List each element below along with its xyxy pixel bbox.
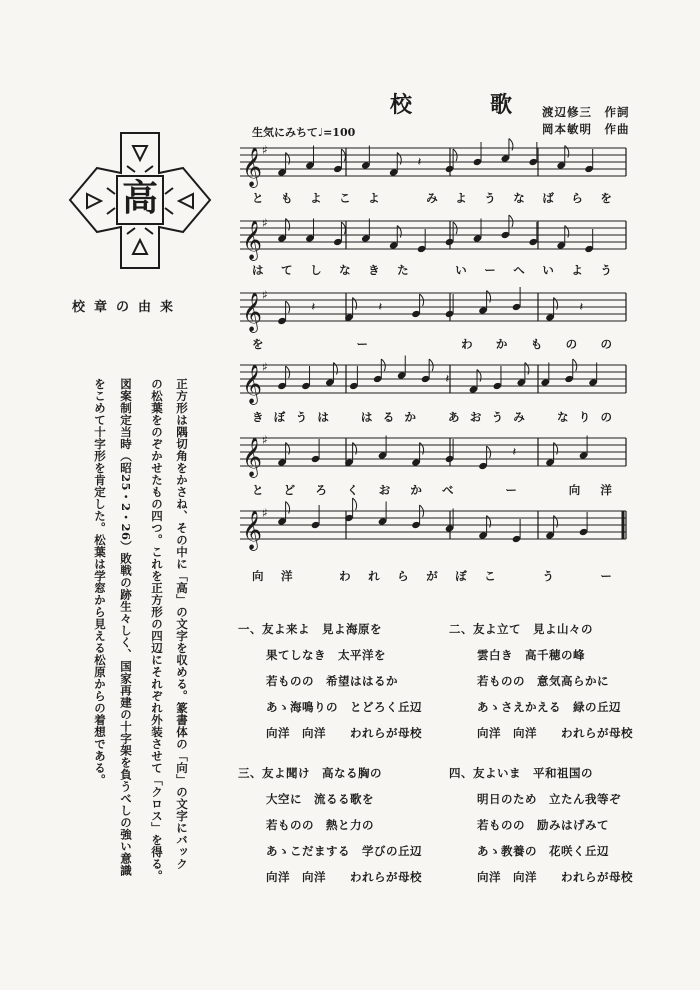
lyric-syllable [426, 336, 438, 352]
lyric-syllable: れ [368, 569, 380, 583]
lyric-syllable: わ [461, 337, 473, 351]
lyric-syllable: く [347, 483, 359, 497]
music-staff [238, 430, 628, 480]
emblem-character: 高 [121, 177, 159, 219]
verse-line: 若ものの 意気高らかに [477, 674, 609, 688]
rest-icon: 𝄽 [378, 299, 383, 314]
note-flag [565, 226, 569, 238]
lyric-syllable: う [542, 569, 554, 583]
lyric-syllable: も [530, 337, 543, 351]
rest-icon: 𝄽 [445, 371, 450, 386]
lyric-syllable: の [565, 337, 578, 351]
lyric-row-5 [252, 482, 612, 498]
lyric-syllable: か [404, 410, 416, 424]
lyric-syllable [426, 262, 438, 278]
lyric-syllable: が [426, 569, 438, 583]
verse-line: 若ものの 励みはげみて [477, 818, 609, 832]
lyric-syllable: ろ [315, 483, 327, 497]
lyric-syllable: ー [356, 337, 369, 351]
school-emblem-icon [65, 128, 215, 273]
note-flag [353, 443, 357, 455]
lyric-syllable [397, 190, 409, 206]
emblem-caption: 校章の由来 [72, 300, 183, 315]
verse-line: 雲白き 高千穂の峰 [477, 648, 585, 662]
lyric-syllable [537, 482, 549, 498]
lyric-syllable: き [368, 263, 380, 277]
note-flag [477, 370, 481, 382]
lyric-syllable: 洋 [600, 483, 612, 497]
lyric-syllable: ど [283, 483, 296, 497]
verse-2 [449, 616, 633, 746]
sharp-icon: ♯ [262, 506, 268, 520]
music-staff [238, 213, 628, 263]
verse-line: 二、友よ立て 見よ山々の [449, 622, 593, 636]
lyric-syllable: う [600, 263, 612, 277]
note-flag [509, 139, 513, 151]
lyric-syllable: を [252, 337, 264, 351]
lyric-syllable: う [491, 410, 504, 424]
origin-text-column-1: 正方形は隅切角をかさね、その中に「高」の文字を収める。篆書体の「向」の文字にバック [175, 378, 189, 870]
lyric-syllable: た [397, 263, 409, 277]
lyric-syllable: は [360, 410, 373, 424]
lyric-syllable: は [252, 263, 264, 277]
lyric-syllable: を [600, 191, 612, 205]
composer-credit: 岡本敏明 作曲 [542, 122, 630, 136]
lyric-syllable: よ [455, 191, 467, 205]
treble-clef-icon: 𝄞 [242, 364, 263, 404]
music-staff [238, 357, 628, 407]
treble-clef-icon: 𝄞 [242, 220, 263, 260]
rest-icon: 𝄽 [579, 299, 584, 314]
sharp-icon: ♯ [262, 216, 268, 230]
verse-line: あゝ海鳴りの とどろく丘辺 [266, 700, 422, 714]
verse-line: 果てしなき 太平洋を [266, 648, 386, 662]
lyric-syllable: こ [339, 191, 351, 205]
treble-clef-icon: 𝄞 [242, 147, 263, 187]
lyric-syllable: と [252, 483, 264, 497]
sharp-icon: ♯ [262, 143, 268, 157]
lyric-syllable: ぼ [455, 569, 467, 583]
note-flag [353, 498, 357, 510]
verse-line: 一、友よ来よ 見よ海原を [238, 622, 382, 636]
tempo-marking: 生気にみちて♩=100 [252, 126, 356, 139]
verse-line: 若ものの 熱と力の [266, 818, 374, 832]
lyric-syllable [474, 482, 486, 498]
lyric-syllable: 向 [252, 569, 264, 583]
lyric-syllable: よ [310, 191, 322, 205]
note-flag [286, 153, 290, 165]
lyric-syllable: は [317, 410, 329, 424]
lyric-row-4 [252, 409, 612, 425]
note-flag [286, 219, 290, 231]
lyric-syllable: な [556, 410, 569, 424]
lyric-syllable [310, 568, 322, 584]
note-flag [286, 443, 290, 455]
verse-line: 向洋 向洋 われらが母校 [477, 726, 633, 740]
lyric-syllable: い [455, 263, 467, 277]
note-flag [420, 443, 424, 455]
verse-line: 若ものの 希望ははるか [266, 674, 398, 688]
lyric-syllable: べ [442, 483, 454, 497]
lyric-syllable: 向 [568, 483, 581, 497]
lyric-syllable: と [252, 191, 264, 205]
verse-3 [238, 760, 422, 890]
rest-icon: 𝄽 [512, 444, 517, 459]
rest-icon: 𝄽 [311, 299, 316, 314]
lyric-row-3 [252, 336, 612, 352]
music-staff [238, 503, 628, 553]
lyric-syllable: よ [368, 191, 380, 205]
verse-line: 向洋 向洋 われらが母校 [477, 870, 633, 884]
verse-line: 大空に 流るる歌を [266, 792, 374, 806]
song-title: 校 歌 [390, 92, 541, 118]
verse-4 [449, 760, 633, 890]
origin-text-column-3: 図案制定当時（昭25・2・26）敗戦の跡生々しく、国家再建の十字架を負うべしの強い意識 [119, 378, 133, 877]
verse-line: あゝさえかえる 緑の丘辺 [477, 700, 621, 714]
verse-line: 向洋 向洋 われらが母校 [266, 870, 422, 884]
note-flag [333, 363, 337, 375]
note-flag [487, 291, 491, 303]
lyric-syllable: 洋 [281, 569, 293, 583]
note-flag [397, 226, 401, 238]
origin-text-column-4: をこめて十字形を肯定した。松葉は学窓から見える松原からの着想である。 [93, 378, 107, 786]
verse-line: 明日のため 立たん我等ぞ [477, 792, 621, 806]
lyric-row-2 [252, 262, 612, 278]
lyric-syllable: ー [505, 483, 517, 497]
note-flag [554, 443, 558, 455]
lyric-syllable: こ [484, 569, 496, 583]
lyric-syllable: き [252, 410, 264, 424]
lyric-syllable: の [600, 410, 612, 424]
sharp-icon: ♯ [262, 433, 268, 447]
lyric-syllable [513, 568, 525, 584]
sharp-icon: ♯ [262, 360, 268, 374]
lyric-syllable: わ [339, 569, 351, 583]
verse-line: 向洋 向洋 われらが母校 [266, 726, 422, 740]
lyric-syllable: よ [571, 263, 583, 277]
lyric-syllable [391, 336, 403, 352]
verse-line: あゝ教養の 花咲く丘辺 [477, 844, 609, 858]
rest-icon: 𝄽 [417, 154, 422, 169]
lyric-syllable: ー [484, 263, 496, 277]
verse-1 [238, 616, 422, 746]
origin-text-column-2: の松葉をのぞかせたもの四つ。これを正方形の四辺にそれぞれ外装させて「クロス」を得る。 [150, 378, 164, 882]
note-flag [286, 502, 290, 514]
lyric-syllable [287, 336, 299, 352]
music-staff [238, 285, 628, 335]
lyric-syllable: な [339, 263, 351, 277]
treble-clef-icon: 𝄞 [242, 437, 263, 477]
lyric-syllable [426, 409, 438, 425]
lyric-syllable: り [578, 410, 591, 424]
note-flag [397, 153, 401, 165]
sharp-icon: ♯ [262, 288, 268, 302]
note-flag [554, 298, 558, 310]
lyric-syllable: か [410, 483, 422, 497]
lyric-syllable: ー [600, 569, 612, 583]
lyric-syllable: い [542, 263, 554, 277]
note-flag [353, 298, 357, 310]
lyric-syllable: ば [542, 191, 554, 205]
lyric-syllable: み [513, 410, 525, 424]
lyric-syllable: ら [397, 569, 409, 583]
lyricist-credit: 渡辺修三 作詞 [542, 105, 630, 119]
lyric-syllable: へ [513, 263, 525, 277]
lyric-syllable: の [600, 337, 612, 351]
lyric-syllable [535, 409, 547, 425]
note-flag [565, 146, 569, 158]
treble-clef-icon: 𝄞 [242, 510, 263, 550]
verse-line: 四、友よいま 平和祖国の [449, 766, 593, 780]
note-flag [554, 516, 558, 528]
lyric-syllable: み [426, 191, 438, 205]
lyric-syllable: し [310, 263, 322, 277]
lyric-syllable [339, 409, 351, 425]
lyric-row-6 [252, 568, 612, 584]
lyric-syllable: あ [448, 410, 460, 424]
lyric-syllable: お [469, 410, 482, 424]
lyric-syllable: お [378, 483, 391, 497]
lyric-syllable: う [484, 191, 496, 205]
lyric-syllable: も [281, 191, 293, 205]
verse-line: あゝこだまする 学びの丘辺 [266, 844, 422, 858]
lyric-row-1 [252, 190, 612, 206]
lyric-syllable: う [295, 410, 308, 424]
note-flag [525, 363, 529, 375]
lyric-syllable: ぼ [273, 410, 286, 424]
lyric-syllable: る [382, 410, 395, 424]
lyric-syllable: ら [571, 191, 583, 205]
lyric-syllable [571, 568, 583, 584]
note-flag [487, 516, 491, 528]
verse-line: 三、友よ聞け 高なる胸の [238, 766, 382, 780]
lyric-syllable: て [281, 263, 293, 277]
treble-clef-icon: 𝄞 [242, 292, 263, 332]
lyric-syllable: な [513, 191, 525, 205]
lyric-syllable: か [495, 337, 508, 351]
lyric-syllable [322, 336, 334, 352]
music-staff [238, 140, 628, 190]
